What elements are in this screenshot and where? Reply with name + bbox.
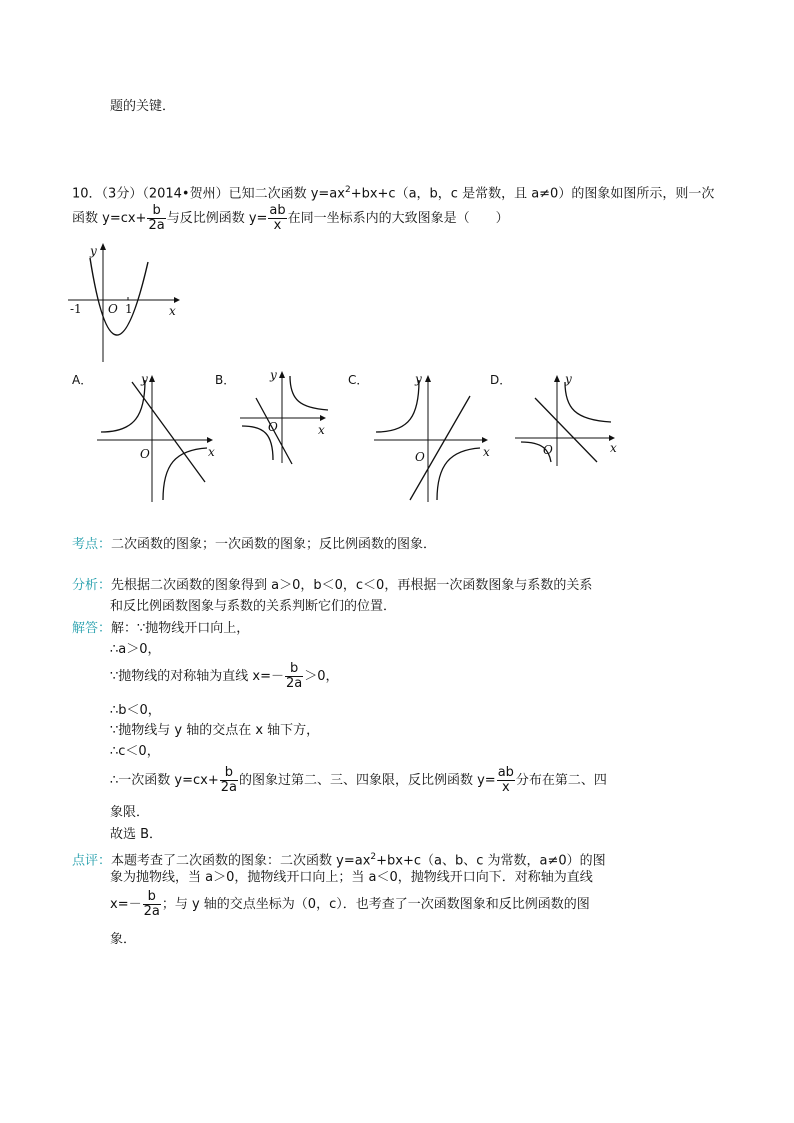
fenxi-section	[72, 578, 592, 594]
jieda-line-8: 象限．	[110, 805, 150, 820]
dianping-label: 点评：	[72, 853, 112, 869]
y-label: y	[141, 372, 148, 386]
x-label: x	[318, 423, 325, 437]
x-label: x	[610, 441, 617, 455]
x-axis-arrow	[320, 415, 326, 421]
x-label: x	[208, 445, 215, 459]
fenxi-line-1: 先根据二次函数的图象得到 a＞0，b＜0，c＜0，再根据一次函数图象与系数的关系	[111, 578, 593, 593]
choice-a-graph[interactable]	[95, 370, 220, 505]
parabola-curve	[90, 258, 148, 335]
x-axis-arrow	[207, 437, 213, 443]
origin-label: O	[415, 450, 425, 464]
y-label: y	[90, 244, 97, 258]
fenxi-label: 分析：	[72, 578, 112, 593]
jieda-section	[72, 621, 249, 637]
origin-label: O	[268, 420, 278, 434]
x-axis-arrow	[482, 437, 488, 443]
x-axis-arrow	[174, 297, 180, 303]
line-graph	[410, 396, 470, 500]
hyperbola-branch-lower	[437, 448, 480, 500]
origin-label: O	[140, 447, 150, 461]
jieda-line-4: ∴b＜0，	[110, 703, 161, 718]
choice-b-label[interactable]: B．	[215, 373, 236, 387]
jieda-line-6: ∴c＜0，	[110, 744, 160, 759]
tick-label-1: 1	[125, 302, 133, 316]
hyperbola-branch-upper	[101, 380, 145, 432]
tick-label-neg1: -1	[70, 302, 82, 316]
question-line-2: 函数 y=cx+ $\frac{b}{2a}$ 与反比例函数 y= $\frac{ab}{x}$ 在同一坐标系内的大致图象是（ ）	[72, 203, 509, 233]
line-graph	[132, 382, 205, 482]
hyperbola-branch-upper	[290, 376, 328, 410]
fenxi-line-2: 和反比例函数图象与系数的关系判断它们的位置．	[110, 599, 397, 614]
jieda-line-5: ∵抛物线与 y 轴的交点在 x 轴下方，	[110, 723, 320, 738]
dianping-line-2: 象为抛物线，当 a＞0，抛物线开口向上；当 a＜0，抛物线开口向下．对称轴为直线	[110, 870, 593, 885]
x-label: x	[483, 445, 490, 459]
dianping-line-4: 象．	[110, 932, 137, 947]
question-line-1: 10．（3分）（2014•贺州）已知二次函数 $y=ax^2+bx+c(a$，b，c 是常数，且 a≠0）的图象如图所示，则一次	[72, 185, 715, 202]
jieda-line-1: 解：∵抛物线开口向上，	[111, 621, 250, 636]
y-label: y	[565, 372, 572, 386]
kaodian-label: 考点：	[72, 537, 112, 552]
fraction-ab-over-x: $\frac{ab}{x}$	[269, 203, 286, 233]
dianping-section: 点评：本题考查了二次函数的图象：二次函数 $y=ax^2+bx+c(a$、b、c 为常数，a≠0）的图	[72, 852, 606, 869]
choice-d-label[interactable]: D．	[490, 373, 512, 387]
origin-label: O	[543, 443, 553, 457]
fraction-b-over-2a: $\frac{b}{2a}$	[148, 203, 165, 233]
parabola-graph	[68, 240, 188, 365]
choice-b-graph[interactable]	[238, 368, 338, 468]
choice-d-graph[interactable]	[513, 370, 623, 470]
kaodian-section	[72, 537, 436, 553]
y-label: y	[270, 368, 277, 382]
x-label: x	[169, 304, 176, 318]
jieda-line-2: ∴a＞0，	[110, 642, 161, 657]
origin-label: O	[108, 302, 118, 316]
y-axis-arrow	[554, 375, 560, 382]
dianping-line-3: x=－ $\frac{b}{2a}$ ；与 y 轴的交点坐标为（0，c）．也考查了一次函数图象和反比例函数的图	[110, 889, 590, 919]
hyperbola-branch-lower	[163, 448, 207, 500]
choice-a-label[interactable]: A．	[72, 373, 93, 387]
jieda-line-9: 故选 B．	[110, 827, 163, 842]
jieda-line-3: ∵抛物线的对称轴为直线 x=－ $\frac{b}{2a}$ ＞0，	[110, 661, 339, 691]
jieda-line-7: ∴一次函数 y=cx+ $\frac{b}{2a}$ 的图象过第二、三、四象限，反比例函数 y= $\frac{ab}{x}$ 分布在第二、四	[110, 765, 607, 795]
y-axis-arrow	[425, 375, 431, 382]
y-axis-arrow	[149, 375, 155, 382]
hyperbola-branch-upper	[565, 382, 611, 422]
y-label: y	[415, 372, 422, 386]
y-axis-arrow	[279, 371, 285, 378]
hyperbola-branch-upper	[376, 380, 419, 432]
choice-c-label[interactable]: C．	[348, 373, 369, 387]
y-axis-arrow	[100, 243, 106, 250]
previous-answer-tail: 题的关键．	[110, 99, 176, 114]
kaodian-text: 二次函数的图象；一次函数的图象；反比例函数的图象．	[111, 537, 437, 552]
choice-c-graph[interactable]	[372, 370, 497, 505]
jieda-label: 解答：	[72, 621, 112, 636]
